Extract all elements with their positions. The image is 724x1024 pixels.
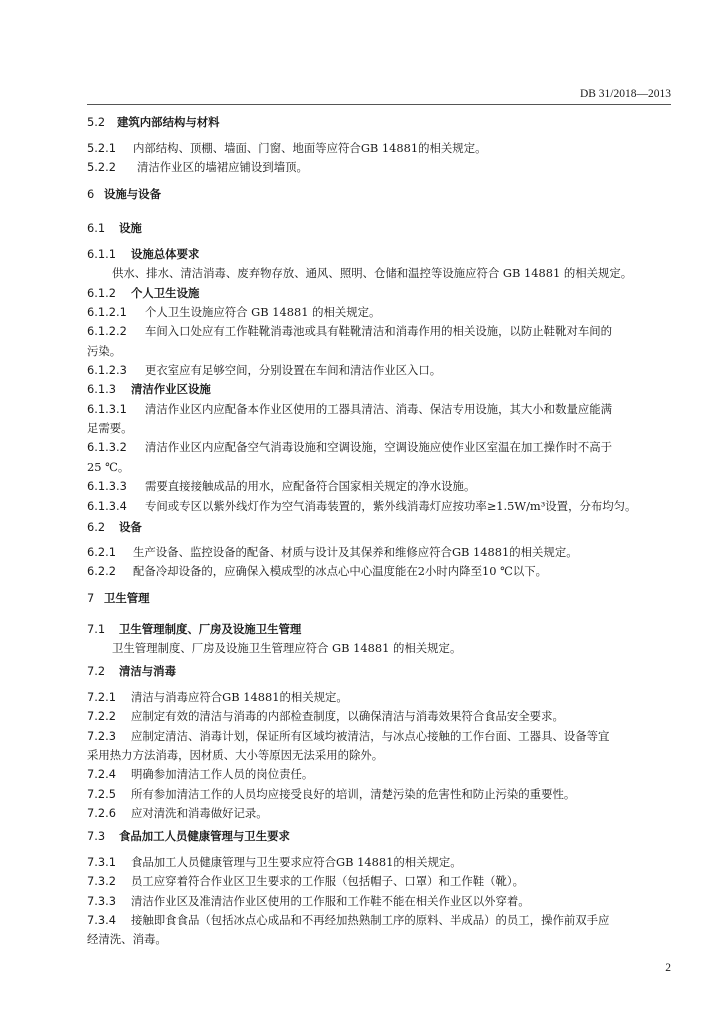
clause: 6.2.1 生产设备、监控设备的配备、材质与设计及其保养和维修应符合GB 14881的相关规定。 xyxy=(87,545,578,559)
subsection-heading: 6.1.2 个人卫生设施 xyxy=(87,286,200,300)
clause-continuation: 25 ℃。 xyxy=(87,460,130,474)
clause: 7.2.6 应对清洗和消毒做好记录。 xyxy=(87,806,268,820)
subsection-heading: 6.1.3 清洁作业区设施 xyxy=(87,382,211,396)
chapter-heading: 6 设施与设备 xyxy=(87,187,161,201)
clause-continuation: 采用热力方法消毒，因材质、大小等原因无法采用的除外。 xyxy=(87,748,384,762)
subsection-heading: 6.1.1 设施总体要求 xyxy=(87,247,200,261)
document-code: DB 31/2018—2013 xyxy=(579,88,671,100)
clause-continuation: 污染。 xyxy=(87,344,122,358)
clause: 7.2.5 所有参加清洁工作的人员均应接受良好的培训，清楚污染的危害性和防止污染的重要性。 xyxy=(87,787,576,801)
clause: 6.1.2.1 个人卫生设施应符合 GB 14881 的相关规定。 xyxy=(87,305,381,319)
paragraph: 供水、排水、清洁消毒、废弃物存放、通风、照明、仓储和温控等设施应符合 GB 14881 的相关规定。 xyxy=(112,266,633,280)
clause-continuation: 足需要。 xyxy=(87,421,133,435)
clause-continuation: 经清洗、消毒。 xyxy=(87,932,167,946)
section-heading: 7.1 卫生管理制度、厂房及设施卫生管理 xyxy=(87,622,302,636)
clause: 6.1.3.1 清洁作业区内应配备本作业区使用的工器具清洁、消毒、保洁专用设施，其大小和数量应能满 xyxy=(87,402,613,416)
section-heading: 5.2 建筑内部结构与材料 xyxy=(87,115,220,129)
clause: 6.1.3.2 清洁作业区内应配备空气消毒设施和空调设施，空调设施应使作业区室温在加工操作时不高于 xyxy=(87,440,613,454)
chapter-heading: 7 卫生管理 xyxy=(87,591,150,605)
clause: 7.2.2 应制定有效的清洁与消毒的内部检查制度，以确保清洁与消毒效果符合食品安全要求。 xyxy=(87,709,564,723)
clause: 7.2.1 清洁与消毒应符合GB 14881的相关规定。 xyxy=(87,690,348,704)
clause: 6.2.2 配备冷却设备的，应确保入模成型的冰点心中心温度能在2小时内降至10 ℃以下。 xyxy=(87,564,547,578)
section-heading: 6.2 设备 xyxy=(87,520,142,534)
section-heading: 7.3 食品加工人员健康管理与卫生要求 xyxy=(87,829,290,843)
section-heading: 7.2 清洁与消毒 xyxy=(87,664,176,678)
header-divider xyxy=(87,104,671,105)
clause: 7.3.4 接触即食食品（包括冰点心成品和不再经加热熟制工序的原料、半成品）的员工，操作前双手应 xyxy=(87,913,610,927)
clause: 6.1.3.3 需要直接接触成品的用水，应配备符合国家相关规定的净水设施。 xyxy=(87,479,476,493)
clause: 6.1.2.3 更衣室应有足够空间，分别设置在车间和清洁作业区入口。 xyxy=(87,363,442,377)
page-number: 2 xyxy=(665,962,671,974)
paragraph: 卫生管理制度、厂房及设施卫生管理应符合 GB 14881 的相关规定。 xyxy=(112,641,462,655)
clause: 5.2.2 清洁作业区的墙裙应铺设到墙顶。 xyxy=(87,160,308,174)
clause: 7.3.3 清洁作业区及准清洁作业区使用的工作服和工作鞋不能在相关作业区以外穿着。 xyxy=(87,894,530,908)
clause: 6.1.3.4 专间或专区以紫外线灯作为空气消毒装置的，紫外线消毒灯应按功率≥1.5W/m³设置，分布均匀。 xyxy=(87,499,637,513)
clause: 6.1.2.2 车间入口处应有工作鞋靴消毒池或具有鞋靴清洁和消毒作用的相关设施，以防止鞋靴对车间的 xyxy=(87,324,613,338)
clause: 7.3.2 员工应穿着符合作业区卫生要求的工作服（包括帽子、口罩）和工作鞋（靴）。 xyxy=(87,874,524,888)
clause: 7.2.3 应制定清洁、消毒计划，保证所有区域均被清洁，与冰点心接触的工作台面、工器具、设备等宜 xyxy=(87,729,610,743)
clause: 7.3.1 食品加工人员健康管理与卫生要求应符合GB 14881的相关规定。 xyxy=(87,855,462,869)
section-heading: 6.1 设施 xyxy=(87,221,142,235)
clause: 7.2.4 明确参加清洁工作人员的岗位责任。 xyxy=(87,767,314,781)
clause: 5.2.1 内部结构、顶棚、墙面、门窗、地面等应符合GB 14881的相关规定。 xyxy=(87,141,487,155)
